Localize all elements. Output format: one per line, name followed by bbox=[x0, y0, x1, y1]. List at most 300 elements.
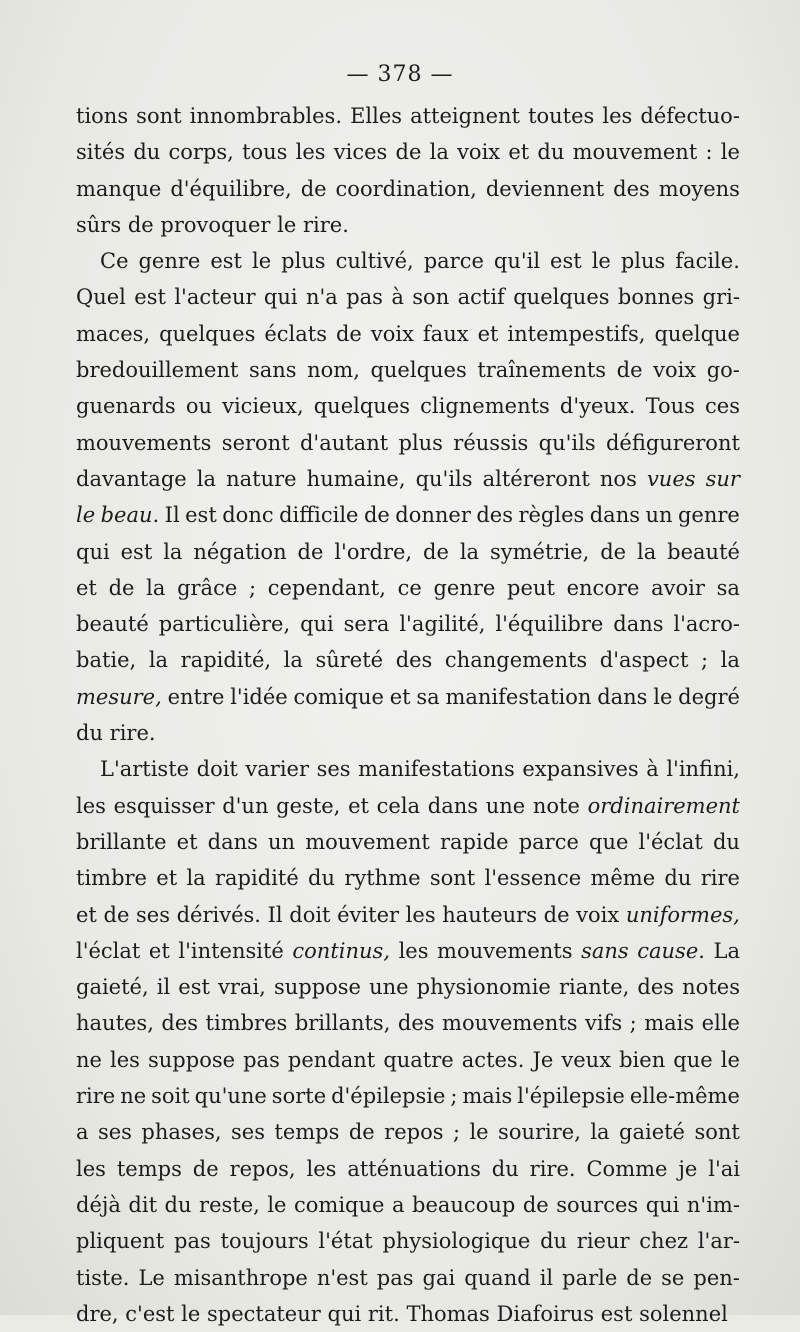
word: brillante bbox=[76, 829, 167, 854]
word: mouvement bbox=[572, 140, 698, 165]
word: l'éclat bbox=[76, 938, 141, 963]
word: innombrables. bbox=[189, 104, 342, 128]
word: ; bbox=[248, 575, 257, 600]
word: entre bbox=[167, 684, 225, 709]
text-line bbox=[76, 425, 740, 461]
word: ses bbox=[97, 1120, 132, 1145]
word: du bbox=[133, 140, 161, 165]
word: l'ordre, bbox=[334, 539, 413, 564]
word: cause. bbox=[637, 938, 705, 963]
text-line bbox=[76, 1151, 740, 1187]
word: est bbox=[550, 249, 582, 274]
word: intempestifs, bbox=[507, 321, 646, 346]
text-line bbox=[76, 316, 740, 352]
word: rire bbox=[700, 866, 740, 891]
word: vicieux, bbox=[222, 394, 304, 419]
word: à bbox=[646, 757, 659, 782]
word: dre, bbox=[76, 1301, 119, 1326]
word: à bbox=[391, 285, 404, 310]
text-line bbox=[76, 388, 740, 424]
word: altéreront bbox=[482, 466, 590, 491]
word: l'état bbox=[318, 1229, 373, 1254]
word: avoir bbox=[651, 575, 705, 600]
word: reste, bbox=[199, 1192, 260, 1217]
word: sourire, bbox=[498, 1120, 581, 1145]
word: les bbox=[76, 1156, 106, 1181]
word: le bbox=[251, 249, 272, 274]
word: nom, bbox=[307, 358, 360, 383]
word: le bbox=[76, 503, 96, 528]
text-line bbox=[76, 1296, 740, 1332]
word: ses bbox=[316, 757, 351, 782]
word: mouvements bbox=[437, 938, 573, 963]
word: Comme bbox=[586, 1156, 668, 1181]
word: facile. bbox=[675, 249, 740, 274]
word: manifestations bbox=[358, 757, 515, 782]
word: de bbox=[103, 902, 130, 927]
word: pliquent bbox=[76, 1229, 165, 1254]
word: traînements bbox=[477, 358, 607, 383]
text-line bbox=[76, 606, 740, 642]
word: sa bbox=[716, 575, 740, 600]
word: d'épilepsie bbox=[331, 1084, 446, 1109]
word: la bbox=[196, 466, 217, 491]
word: Tous bbox=[645, 394, 695, 419]
word: quelques bbox=[159, 321, 256, 346]
text-line bbox=[76, 171, 740, 207]
word: beauté bbox=[667, 539, 740, 564]
word: du bbox=[664, 866, 692, 891]
word: parce bbox=[518, 829, 579, 854]
word: que bbox=[589, 829, 629, 854]
word: ses bbox=[136, 902, 170, 927]
word: doit bbox=[289, 902, 331, 927]
word: d'équilibre, bbox=[170, 176, 292, 201]
word: a bbox=[76, 1120, 89, 1145]
word: déjà bbox=[76, 1192, 121, 1217]
word: voix bbox=[370, 321, 414, 346]
word: rit. bbox=[367, 1301, 400, 1326]
word: sûrs bbox=[76, 212, 122, 237]
word: ce bbox=[397, 575, 422, 600]
word: rapide bbox=[439, 829, 509, 854]
word: je bbox=[678, 1156, 698, 1181]
word: l'éclat bbox=[638, 829, 703, 854]
word: seront bbox=[221, 430, 290, 455]
word: du bbox=[308, 866, 336, 891]
word: voix bbox=[457, 140, 501, 165]
word: la bbox=[429, 140, 449, 165]
word: dans bbox=[427, 793, 479, 818]
word: et bbox=[508, 140, 530, 165]
word: des bbox=[397, 1011, 435, 1036]
word: est bbox=[178, 975, 210, 1000]
word: défectuo- bbox=[640, 104, 740, 128]
word: c'est bbox=[125, 1301, 175, 1326]
word: gaieté bbox=[619, 1120, 685, 1145]
word: quand bbox=[464, 1265, 531, 1290]
word: qu'une bbox=[194, 1084, 267, 1109]
word: ses bbox=[230, 1120, 265, 1145]
word: comique bbox=[293, 684, 384, 709]
word: sources bbox=[556, 1192, 639, 1217]
word: sans bbox=[248, 358, 297, 383]
word: même bbox=[590, 866, 656, 891]
word: un bbox=[268, 829, 296, 854]
word: les bbox=[405, 902, 436, 927]
word: doit bbox=[196, 757, 238, 782]
word: difficile bbox=[279, 503, 359, 528]
word: le bbox=[720, 140, 740, 165]
word: parce bbox=[423, 249, 484, 274]
word: et bbox=[389, 684, 411, 709]
word: deviennent bbox=[485, 176, 605, 201]
word: une bbox=[485, 793, 526, 818]
word: plus bbox=[398, 430, 443, 455]
text-line bbox=[76, 98, 740, 134]
word: physionomie bbox=[416, 975, 551, 1000]
word: note bbox=[532, 793, 580, 818]
word: Thomas bbox=[406, 1301, 490, 1326]
word: négation bbox=[193, 539, 287, 564]
word: vices bbox=[333, 140, 388, 165]
word: du bbox=[76, 721, 103, 746]
word: que bbox=[673, 1047, 713, 1072]
text-line bbox=[76, 134, 740, 170]
text-line bbox=[76, 1114, 740, 1150]
word: expansives bbox=[522, 757, 639, 782]
word: toutes bbox=[528, 104, 595, 128]
word: sont bbox=[694, 1120, 740, 1145]
word: défigureront bbox=[605, 430, 740, 455]
word: humaine, bbox=[306, 466, 406, 491]
word: encore bbox=[566, 575, 640, 600]
word: genre bbox=[138, 249, 201, 274]
word: de bbox=[335, 321, 362, 346]
word: des bbox=[613, 176, 650, 201]
word: pendant bbox=[287, 1047, 376, 1072]
text-line bbox=[76, 1223, 740, 1259]
word: temps bbox=[274, 1120, 340, 1145]
word: gaieté, bbox=[76, 975, 149, 1000]
word: éviter bbox=[337, 902, 400, 927]
word: phases, bbox=[141, 1120, 222, 1145]
word: corps, bbox=[168, 140, 234, 165]
word: la bbox=[636, 539, 657, 564]
word: de bbox=[108, 575, 135, 600]
word: voix bbox=[576, 902, 620, 927]
word: sorte bbox=[271, 1084, 327, 1109]
word: du bbox=[540, 1229, 568, 1254]
word: la bbox=[163, 539, 183, 564]
word: hautes, bbox=[76, 1011, 154, 1036]
word: dit bbox=[128, 1192, 158, 1217]
word: des bbox=[637, 975, 675, 1000]
word: ne bbox=[76, 1047, 102, 1072]
word: il bbox=[539, 1265, 554, 1290]
word: nos bbox=[599, 466, 637, 491]
word: la bbox=[283, 648, 303, 673]
word: du bbox=[537, 140, 565, 165]
word: sur bbox=[705, 466, 740, 491]
word: son bbox=[412, 285, 450, 310]
word: qui bbox=[645, 1192, 680, 1217]
text-line bbox=[76, 352, 740, 388]
text-line bbox=[76, 279, 740, 315]
word: dans bbox=[589, 503, 640, 528]
word: misanthrope bbox=[173, 1265, 308, 1290]
word: rythme bbox=[344, 866, 421, 891]
text-line bbox=[76, 824, 740, 860]
word: de bbox=[543, 902, 570, 927]
word: l'acteur bbox=[174, 285, 256, 310]
word: physiologique bbox=[382, 1229, 531, 1254]
word: plus bbox=[620, 249, 666, 274]
word: temps bbox=[116, 1156, 182, 1181]
word: de bbox=[395, 140, 422, 165]
word: se bbox=[661, 1265, 685, 1290]
word: ordinairement bbox=[587, 793, 740, 818]
page-number: — 378 — bbox=[346, 62, 454, 87]
word: grâce bbox=[177, 575, 238, 600]
word: qui bbox=[327, 1301, 362, 1326]
text-line bbox=[76, 497, 740, 533]
word: quelque bbox=[654, 321, 740, 346]
word: ; bbox=[700, 648, 709, 673]
word: qu'ils bbox=[415, 466, 473, 491]
word: tous bbox=[242, 140, 288, 165]
word: notes bbox=[682, 975, 740, 1000]
word: davantage bbox=[76, 466, 187, 491]
word: éclats bbox=[264, 321, 327, 346]
text-line bbox=[76, 1005, 740, 1041]
text-line bbox=[76, 1078, 740, 1114]
word: rire. bbox=[109, 721, 156, 746]
word: il bbox=[156, 975, 171, 1000]
text-line bbox=[76, 1042, 740, 1078]
word: rapidité bbox=[215, 866, 299, 891]
word: timbre bbox=[76, 866, 147, 891]
word: de bbox=[348, 1120, 375, 1145]
word: batie, bbox=[76, 648, 137, 673]
word: mais bbox=[644, 1011, 695, 1036]
word: Elles bbox=[350, 104, 403, 128]
word: repos, bbox=[229, 1156, 296, 1181]
text-line bbox=[76, 969, 740, 1005]
word: est bbox=[120, 539, 153, 564]
word: la bbox=[148, 648, 169, 673]
word: le bbox=[591, 249, 611, 274]
word: l'ai bbox=[708, 1156, 740, 1181]
word: de bbox=[616, 358, 643, 383]
word: l'agilité, bbox=[399, 612, 486, 637]
word: mouvement bbox=[305, 829, 430, 854]
word: sera bbox=[343, 612, 390, 637]
word: de bbox=[600, 539, 627, 564]
word: rieur bbox=[576, 1229, 630, 1254]
word: parle bbox=[562, 1265, 618, 1290]
word: pas bbox=[243, 1047, 280, 1072]
word: peut bbox=[507, 575, 555, 600]
word: qu'ils bbox=[538, 430, 596, 455]
word: ne bbox=[120, 1084, 147, 1109]
word: genre bbox=[433, 575, 496, 600]
word: et bbox=[76, 575, 97, 600]
word: changements bbox=[444, 648, 588, 673]
word: les bbox=[602, 104, 633, 128]
word: et bbox=[156, 866, 178, 891]
word: de bbox=[626, 1265, 653, 1290]
word: riante, bbox=[558, 975, 630, 1000]
word: ou bbox=[185, 394, 212, 419]
word: l'équilibre bbox=[495, 612, 604, 637]
word: des bbox=[395, 648, 433, 673]
word: est bbox=[185, 503, 217, 528]
word: L'artiste bbox=[100, 757, 190, 782]
word: veux bbox=[561, 1047, 612, 1072]
word: varier bbox=[245, 757, 310, 782]
word: la bbox=[459, 539, 480, 564]
word: atteignent bbox=[410, 104, 520, 128]
word: nature bbox=[226, 466, 297, 491]
word: brillants, bbox=[294, 1011, 391, 1036]
word: ; bbox=[452, 1120, 461, 1145]
text-line bbox=[76, 715, 740, 751]
word: chez bbox=[639, 1229, 689, 1254]
word: uniformes, bbox=[625, 902, 740, 927]
word: la bbox=[146, 575, 166, 600]
text-line bbox=[76, 243, 740, 279]
text-line bbox=[76, 679, 740, 715]
word: rire bbox=[76, 1084, 116, 1109]
text-line bbox=[76, 897, 740, 933]
word: pen- bbox=[693, 1265, 740, 1290]
word: dérivés. bbox=[176, 902, 261, 927]
word: actes. bbox=[461, 1047, 525, 1072]
word: gai bbox=[422, 1265, 456, 1290]
word: d'yeux. bbox=[559, 394, 636, 419]
word: manifestation bbox=[445, 684, 592, 709]
word: est bbox=[134, 285, 166, 310]
word: des bbox=[476, 503, 513, 528]
word: pas bbox=[346, 285, 383, 310]
word: geste, bbox=[276, 793, 341, 818]
word: réussis bbox=[453, 430, 529, 455]
word: Quel bbox=[76, 285, 126, 310]
word: timbres bbox=[205, 1011, 288, 1036]
word: le bbox=[720, 1047, 740, 1072]
word: beaucoup bbox=[412, 1192, 516, 1217]
word: quelques bbox=[513, 285, 610, 310]
word: quelques bbox=[370, 358, 467, 383]
word: et bbox=[348, 793, 369, 818]
word: rapidité, bbox=[180, 648, 272, 673]
word: soit bbox=[151, 1084, 190, 1109]
word: clignements bbox=[420, 394, 550, 419]
text-line bbox=[76, 788, 740, 824]
text-line bbox=[76, 207, 740, 243]
word: tiste. bbox=[76, 1265, 130, 1290]
word: mouvements bbox=[76, 430, 212, 455]
word: Il bbox=[267, 902, 283, 927]
word: moyens bbox=[658, 176, 740, 201]
word: cependant, bbox=[267, 575, 386, 600]
word: le bbox=[181, 1301, 201, 1326]
text-line bbox=[76, 534, 740, 570]
word: hauteurs bbox=[442, 902, 537, 927]
word: l'essence bbox=[484, 866, 582, 891]
word: d'aspect bbox=[599, 648, 689, 673]
word: bien bbox=[619, 1047, 666, 1072]
word: cultivé, bbox=[335, 249, 414, 274]
word: sont bbox=[136, 104, 182, 128]
text-line bbox=[76, 570, 740, 606]
word: degré bbox=[678, 684, 740, 709]
word: le bbox=[267, 1192, 287, 1217]
word: et bbox=[148, 938, 170, 963]
word: actif bbox=[457, 285, 505, 310]
word: Il bbox=[164, 503, 180, 528]
word: sans bbox=[581, 938, 629, 963]
word: provoquer bbox=[160, 212, 271, 237]
word: voix bbox=[653, 358, 697, 383]
word: donc bbox=[222, 503, 274, 528]
word: le bbox=[469, 1120, 489, 1145]
word: solennel bbox=[639, 1301, 728, 1326]
word: coordination, bbox=[335, 176, 477, 201]
word: est bbox=[600, 1301, 633, 1326]
word: de bbox=[127, 212, 154, 237]
word: symétrie, bbox=[489, 539, 590, 564]
word: guenards bbox=[76, 394, 176, 419]
text-line bbox=[76, 933, 740, 969]
text-line bbox=[76, 461, 740, 497]
word: est bbox=[210, 249, 242, 274]
word: quatre bbox=[383, 1047, 454, 1072]
word: particulière, bbox=[158, 612, 291, 637]
word: l'intensité bbox=[178, 938, 284, 963]
word: de bbox=[522, 1192, 549, 1217]
word: et bbox=[477, 321, 499, 346]
word: n'a bbox=[306, 285, 338, 310]
word: genre bbox=[677, 503, 740, 528]
word: l'infini, bbox=[666, 757, 740, 782]
word: qu'il bbox=[493, 249, 541, 274]
word: Le bbox=[138, 1265, 165, 1290]
word: rire. bbox=[529, 1156, 576, 1181]
word: du bbox=[164, 1192, 192, 1217]
word: les bbox=[295, 140, 326, 165]
word: beauté bbox=[76, 612, 149, 637]
word: comique bbox=[294, 1192, 385, 1217]
word: d'un bbox=[222, 793, 269, 818]
word: une bbox=[369, 975, 409, 1000]
word: : bbox=[705, 140, 713, 165]
word: go- bbox=[706, 358, 740, 383]
text-line bbox=[76, 1187, 740, 1223]
word: ces bbox=[705, 394, 740, 419]
body-text bbox=[76, 98, 740, 1332]
word: manque bbox=[76, 176, 162, 201]
word: l'épilepsie bbox=[517, 1084, 625, 1109]
word: des bbox=[161, 1011, 199, 1036]
word: rire. bbox=[302, 212, 349, 237]
word: atténuations bbox=[347, 1156, 481, 1181]
word: les bbox=[110, 1047, 140, 1072]
word: pas bbox=[174, 1229, 211, 1254]
word: cela bbox=[376, 793, 421, 818]
word: quelques bbox=[313, 394, 411, 419]
